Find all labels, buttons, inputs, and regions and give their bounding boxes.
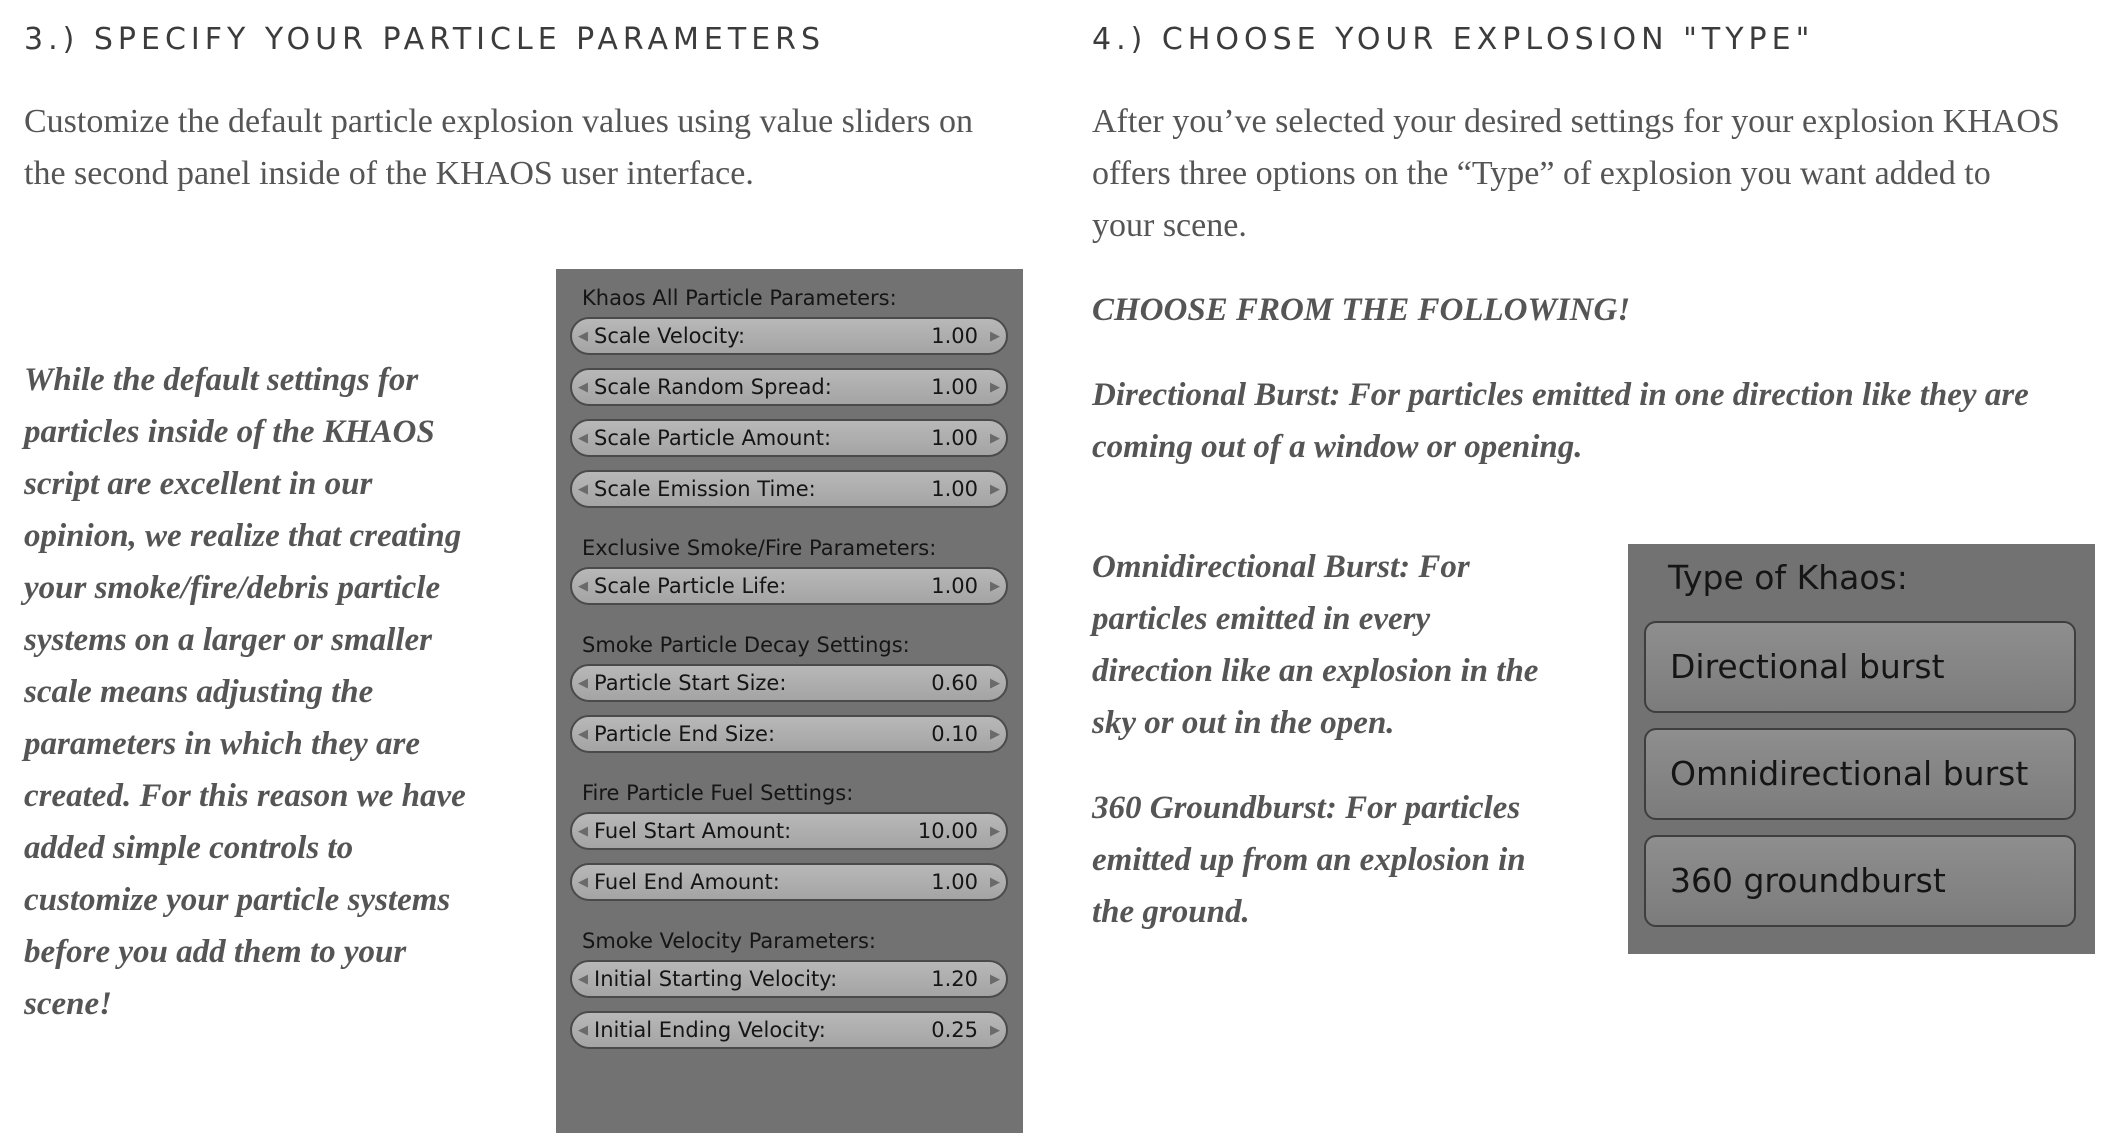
type-of-khaos-label: Type of Khaos:: [1668, 558, 1908, 597]
increment-arrow-icon[interactable]: ▶: [990, 379, 1000, 395]
increment-arrow-icon[interactable]: ▶: [990, 1022, 1000, 1038]
increment-arrow-icon[interactable]: ▶: [990, 823, 1000, 839]
increment-arrow-icon[interactable]: ▶: [990, 675, 1000, 691]
panel-section-title: Khaos All Particle Parameters:: [582, 286, 897, 310]
body-line: coming out of a window or opening.: [1092, 429, 1583, 465]
fuel-end-amount-slider[interactable]: [570, 863, 1008, 901]
decrement-arrow-icon[interactable]: ◀: [578, 874, 588, 890]
slider-value: 0.25: [931, 1018, 978, 1042]
decrement-arrow-icon[interactable]: ◀: [578, 481, 588, 497]
body-line: the ground.: [1092, 894, 1250, 930]
body-line: While the default settings for: [24, 362, 419, 398]
increment-arrow-icon[interactable]: ▶: [990, 481, 1000, 497]
decrement-arrow-icon[interactable]: ◀: [578, 430, 588, 446]
body-line: particles inside of the KHAOS: [24, 414, 435, 450]
intro-particle-parameters: [24, 96, 1044, 200]
slider-label: Particle End Size:: [594, 722, 776, 746]
body-line: parameters in which they are: [24, 726, 421, 762]
decrement-arrow-icon[interactable]: ◀: [578, 726, 588, 742]
choose-heading: CHOOSE FROM THE FOLLOWING!: [1092, 292, 1631, 328]
slider-label: Scale Velocity:: [594, 324, 746, 348]
body-line: customize your particle systems: [24, 882, 451, 918]
slider-value: 1.00: [931, 870, 978, 894]
groundburst-description: [1092, 782, 1612, 938]
decrement-arrow-icon[interactable]: ◀: [578, 379, 588, 395]
section-heading-explosion-type: 4.) CHOOSE YOUR EXPLOSION "TYPE": [1092, 22, 1815, 57]
decrement-arrow-icon[interactable]: ◀: [578, 823, 588, 839]
slider-label: Particle Start Size:: [594, 671, 787, 695]
slider-label: Scale Particle Amount:: [594, 426, 832, 450]
intro-line: After you’ve selected your desired settings for your explosion KHAOS: [1092, 103, 2060, 140]
omnidirectional-burst-description: [1092, 541, 1612, 749]
scale-emission-time-slider[interactable]: [570, 470, 1008, 508]
slider-value: 0.60: [931, 671, 978, 695]
type-of-khaos-panel: [1628, 544, 2095, 954]
decrement-arrow-icon[interactable]: ◀: [578, 578, 588, 594]
body-line: scene!: [24, 986, 112, 1022]
increment-arrow-icon[interactable]: ▶: [990, 726, 1000, 742]
particle-start-size-slider[interactable]: [570, 664, 1008, 702]
intro-line: Customize the default particle explosion values using value sliders on: [24, 103, 973, 140]
decrement-arrow-icon[interactable]: ◀: [578, 328, 588, 344]
decrement-arrow-icon[interactable]: ◀: [578, 675, 588, 691]
slider-value: 1.20: [931, 967, 978, 991]
slider-value: 1.00: [931, 375, 978, 399]
body-line: before you add them to your: [24, 934, 407, 970]
body-line: scale means adjusting the: [24, 674, 374, 710]
decrement-arrow-icon[interactable]: ◀: [578, 971, 588, 987]
intro-line: your scene.: [1092, 207, 1247, 244]
increment-arrow-icon[interactable]: ▶: [990, 874, 1000, 890]
panel-section-title: Smoke Particle Decay Settings:: [582, 633, 910, 657]
slider-label: Scale Emission Time:: [594, 477, 816, 501]
particle-defaults-description: [24, 354, 544, 1030]
initial-starting-velocity-slider[interactable]: [570, 960, 1008, 998]
panel-section-title: Smoke Velocity Parameters:: [582, 929, 876, 953]
panel-section-title: Exclusive Smoke/Fire Parameters:: [582, 536, 937, 560]
slider-value: 1.00: [931, 477, 978, 501]
intro-explosion-type: [1092, 96, 2102, 252]
directional-burst-button[interactable]: Directional burst: [1644, 621, 2076, 713]
intro-line: offers three options on the “Type” of explosion you want added to: [1092, 155, 1991, 192]
scale-velocity-slider[interactable]: [570, 317, 1008, 355]
directional-burst-description: [1092, 369, 2102, 473]
slider-label: Initial Ending Velocity:: [594, 1018, 826, 1042]
body-line: added simple controls to: [24, 830, 354, 866]
body-line: Omnidirectional Burst: For: [1092, 549, 1470, 585]
increment-arrow-icon[interactable]: ▶: [990, 971, 1000, 987]
body-line: emitted up from an explosion in: [1092, 842, 1526, 878]
slider-value: 10.00: [917, 819, 978, 843]
body-line: sky or out in the open.: [1092, 705, 1395, 741]
body-line: script are excellent in our: [24, 466, 373, 502]
initial-ending-velocity-slider[interactable]: [570, 1011, 1008, 1049]
increment-arrow-icon[interactable]: ▶: [990, 430, 1000, 446]
scale-random-spread-slider[interactable]: [570, 368, 1008, 406]
fuel-start-amount-slider[interactable]: [570, 812, 1008, 850]
slider-label: Fuel End Amount:: [594, 870, 780, 894]
slider-value: 0.10: [931, 722, 978, 746]
slider-label: Scale Particle Life:: [594, 574, 787, 598]
slider-label: Fuel Start Amount:: [594, 819, 792, 843]
body-line: created. For this reason we have: [24, 778, 466, 814]
groundburst-button[interactable]: 360 groundburst: [1644, 835, 2076, 927]
particle-end-size-slider[interactable]: [570, 715, 1008, 753]
slider-value: 1.00: [931, 574, 978, 598]
body-line: opinion, we realize that creating: [24, 518, 462, 554]
increment-arrow-icon[interactable]: ▶: [990, 578, 1000, 594]
body-line: your smoke/fire/debris particle: [24, 570, 441, 606]
omnidirectional-burst-button[interactable]: Omnidirectional burst: [1644, 728, 2076, 820]
slider-value: 1.00: [931, 324, 978, 348]
body-line: Directional Burst: For particles emitted in one direction like they are: [1092, 377, 2029, 413]
body-line: direction like an explosion in the: [1092, 653, 1539, 689]
slider-label: Initial Starting Velocity:: [594, 967, 838, 991]
section-heading-particle-parameters: 3.) SPECIFY YOUR PARTICLE PARAMETERS: [24, 22, 826, 57]
scale-particle-amount-slider[interactable]: [570, 419, 1008, 457]
body-line: 360 Groundburst: For particles: [1092, 790, 1521, 826]
intro-line: the second panel inside of the KHAOS user interface.: [24, 155, 754, 192]
particle-parameters-panel: [556, 269, 1023, 1133]
slider-label: Scale Random Spread:: [594, 375, 832, 399]
decrement-arrow-icon[interactable]: ◀: [578, 1022, 588, 1038]
body-line: particles emitted in every: [1092, 601, 1431, 637]
body-line: systems on a larger or smaller: [24, 622, 432, 658]
scale-particle-life-slider[interactable]: [570, 567, 1008, 605]
panel-section-title: Fire Particle Fuel Settings:: [582, 781, 854, 805]
slider-value: 1.00: [931, 426, 978, 450]
increment-arrow-icon[interactable]: ▶: [990, 328, 1000, 344]
